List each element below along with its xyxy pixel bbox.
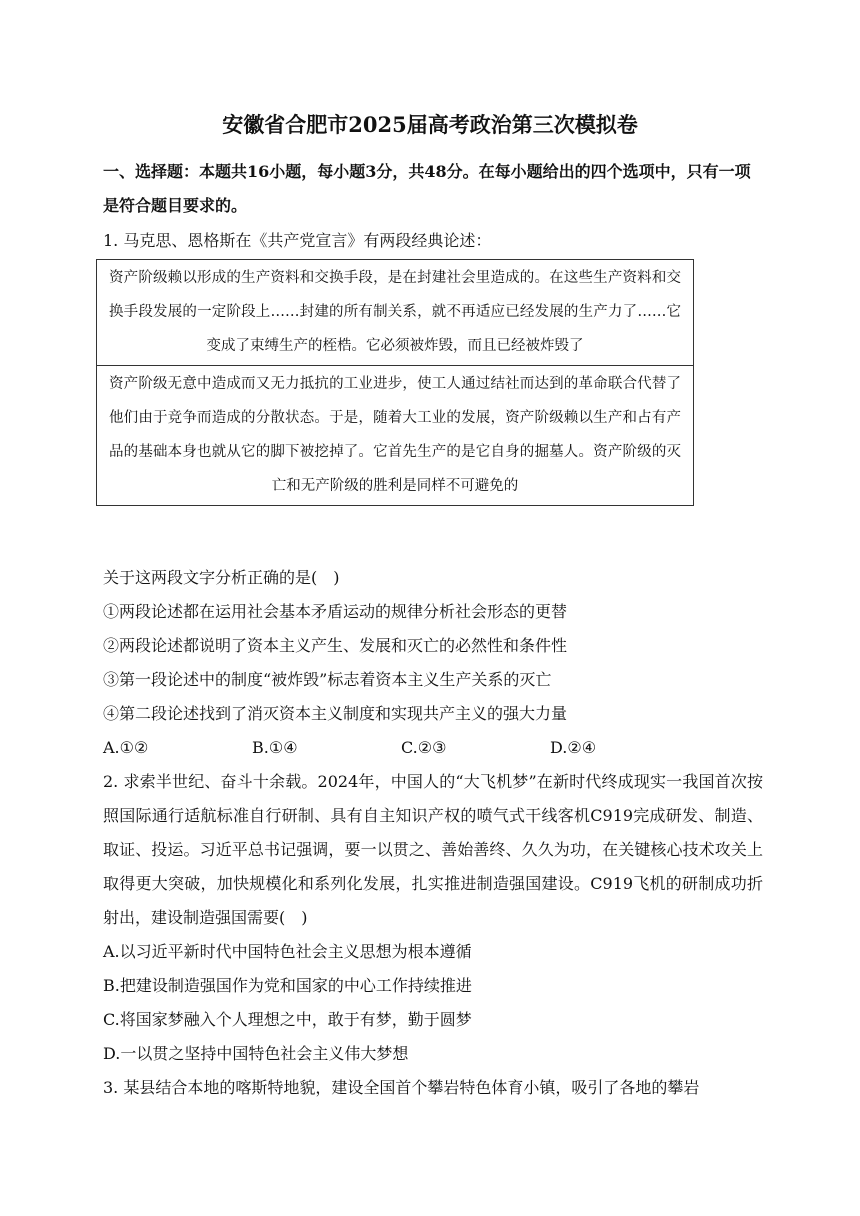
question-2-stem: 2. 求索半世纪、奋斗十余载。2024年，中国人的“大飞机梦”在新时代终成现实一我国首次按照国际通行适航标准自行研制、具有自主知识产权的喷气式干线客机C919完成研发、制造、取证、投运。习近平总书记强调，要一以贯之、善始善终、久久为功，在关键核心技术攻关上取得更大突破，加快规模化和系列化发展，扎实推进制造强国建设。C919飞机的研制成功折射出，建设制造强国需要( )	[103, 772, 763, 927]
statement-2: ②两段论述都说明了资本主义产生、发展和灭亡的必然性和条件性	[103, 636, 568, 655]
q2-option-c[interactable]: C.将国家梦融入个人理想之中，敢于有梦，勤于圆梦	[103, 1010, 472, 1029]
statement-1: ①两段论述都在运用社会基本矛盾运动的规律分析社会形态的更替	[103, 602, 568, 621]
option-c[interactable]: C.②③	[401, 738, 447, 757]
question-1-stem: 1. 马克思、恩格斯在《共产党宣言》有两段经典论述：	[103, 231, 492, 250]
q2-option-d[interactable]: D.一以贯之坚持中国特色社会主义伟大梦想	[103, 1044, 409, 1063]
quote-table	[96, 259, 694, 506]
option-d[interactable]: D.②④	[550, 738, 597, 757]
q2-option-b[interactable]: B.把建设制造强国作为党和国家的中心工作持续推进	[103, 976, 472, 995]
option-a[interactable]: A.①②	[103, 738, 149, 757]
question-3-stem: 3. 某县结合本地的喀斯特地貌，建设全国首个攀岩特色体育小镇，吸引了各地的攀岩	[103, 1078, 700, 1097]
statement-4: ④第二段论述找到了消灭资本主义制度和实现共产主义的强大力量	[103, 704, 568, 723]
page-title: 安徽省合肥市2025届高考政治第三次模拟卷	[222, 112, 638, 137]
quote-cell-2: 资产阶级无意中造成而又无力抵抗的工业进步，使工人通过结社而达到的革命联合代替了他们由于竞争而造成的分散状态。于是，随着大工业的发展，资产阶级赖以生产和占有产品的基础本身也就从它的脚下被挖掉了。它首先生产的是它自身的掘墓人。资产阶级的灭亡和无产阶级的胜利是同样不可避免的	[97, 366, 694, 506]
question-1-prompt: 关于这两段文字分析正确的是( )	[103, 568, 340, 587]
quote-cell-1: 资产阶级赖以形成的生产资料和交换手段，是在封建社会里造成的。在这些生产资料和交换手段发展的一定阶段上……封建的所有制关系，就不再适应已经发展的生产力了……它变成了束缚生产的桎梏。它必须被炸毁，而且已经被炸毁了	[97, 260, 694, 366]
option-b[interactable]: B.①④	[252, 738, 298, 757]
statement-3: ③第一段论述中的制度“被炸毁”标志着资本主义生产关系的灭亡	[103, 670, 552, 689]
q2-option-a[interactable]: A.以习近平新时代中国特色社会主义思想为根本遵循	[103, 942, 472, 961]
section-heading: 一、选择题：本题共16小题，每小题3分，共48分。在每小题给出的四个选项中，只有一项是符合题目要求的。	[103, 162, 751, 215]
